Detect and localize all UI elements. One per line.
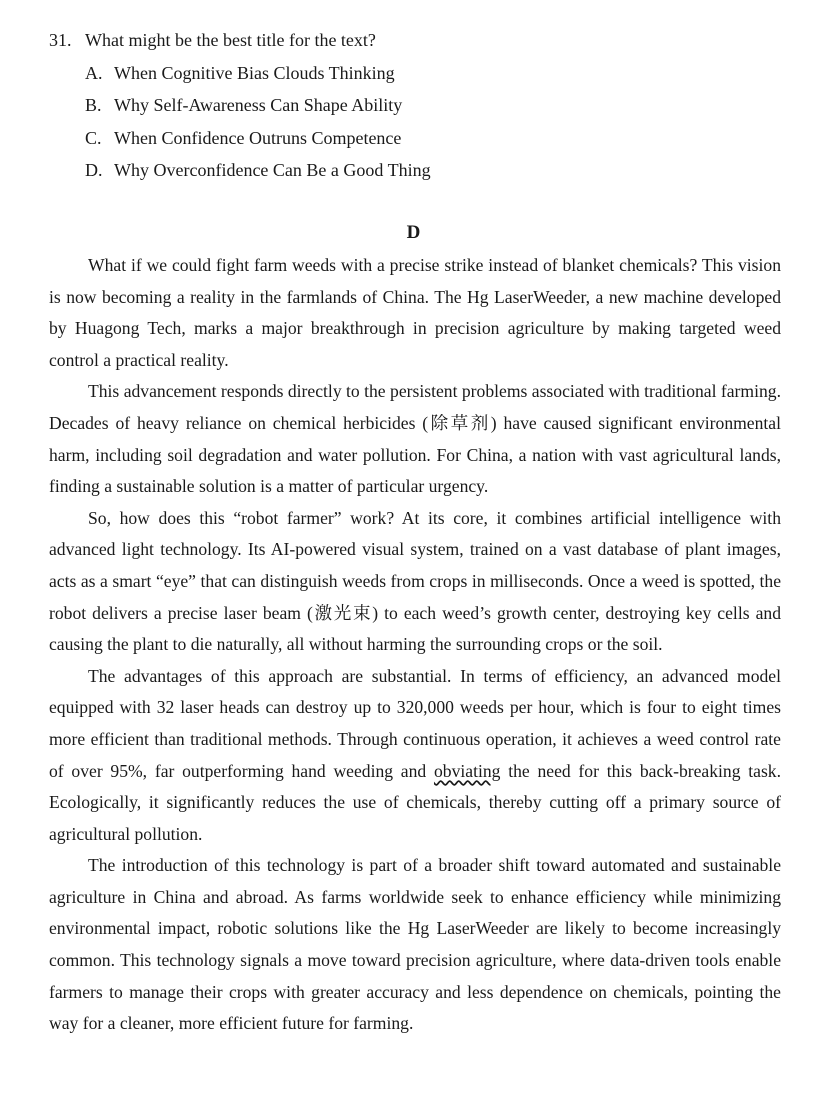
- section-heading: D: [406, 222, 421, 243]
- option-letter: C.: [85, 127, 102, 148]
- underlined-word: obviating: [433, 760, 501, 781]
- paragraph-5: The introduction of this technology is part of a broader shift toward automated and sustainable agriculture in China and abroad. As farms worldwide seek to enhance efficiency while minimizing environmental impact, robotic solutions like the Hg LaserWeeder are likely to become increasingly common. This technology signals a move toward precision agriculture, where data-driven tools enable farmers to manage their crops with greater accuracy and less dependence on chemicals, pointing the way for a cleaner, more efficient future for farming.: [49, 855, 781, 1034]
- paragraph-4-text-after: the need for this back-breaking task. Ecologically, it significantly reduces the use of chemicals, thereby cutting off a primary source of agricultural pollution.: [49, 760, 781, 844]
- question-stem: [49, 24, 789, 57]
- paragraph-1: What if we could fight farm weeds with a precise strike instead of blanket chemicals? This vision is now becoming a reality in the farmlands of China. The Hg LaserWeeder, a new machine developed by Huagong Tech, marks a major breakthrough in precision agriculture by making targeted weed control a practical reality.: [49, 255, 781, 370]
- option-text: When Confidence Outruns Competence: [114, 127, 402, 148]
- option-d[interactable]: [49, 154, 789, 187]
- option-text: Why Self-Awareness Can Shape Ability: [114, 95, 403, 115]
- paragraph-3: So, how does this “robot farmer” work? At its core, it combines artificial intelligence with advanced light technology. Its AI-powered visual system, trained on a vast database of plant images, acts as a smart “eye” that can distinguish weeds from crops in milliseconds. Once a weed is spotted, the robot delivers a precise laser beam (激光束) to each weed’s growth center, destroying key cells and causing the plant to die naturally, all without harming the surrounding crops or the soil.: [49, 507, 781, 655]
- reading-passage: [49, 250, 781, 1040]
- option-letter: D.: [85, 160, 103, 180]
- option-text: When Cognitive Bias Clouds Thinking: [114, 62, 395, 83]
- question-text: What might be the best title for the text?: [85, 30, 376, 50]
- option-letter: A.: [85, 62, 103, 83]
- option-a[interactable]: [49, 57, 789, 90]
- question-number: 31.: [49, 30, 72, 50]
- answer-options: [49, 57, 789, 187]
- option-letter: B.: [85, 95, 102, 115]
- paragraph-4-text-before: The advantages of this approach are substantial. In terms of efficiency, an advanced model equipped with 32 laser heads can destroy up to 320,000 weeds per hour, which is four to eight times more efficient than traditional methods. Through continuous operation, it achieves a weed control rate of over 95%, far outperforming hand weeding and: [49, 665, 781, 781]
- option-c[interactable]: [49, 122, 789, 155]
- option-b[interactable]: [49, 89, 789, 122]
- paragraph-4: [49, 661, 781, 851]
- option-text: Why Overconfidence Can Be a Good Thing: [114, 160, 431, 180]
- paragraph-2: This advancement responds directly to the persistent problems associated with traditional farming. Decades of heavy reliance on chemical herbicides (除草剂) have caused significant environmental harm, including soil degradation and water pollution. For China, a nation with vast agricultural lands, finding a sustainable solution is a matter of particular urgency.: [49, 381, 781, 497]
- question-31: [49, 24, 789, 187]
